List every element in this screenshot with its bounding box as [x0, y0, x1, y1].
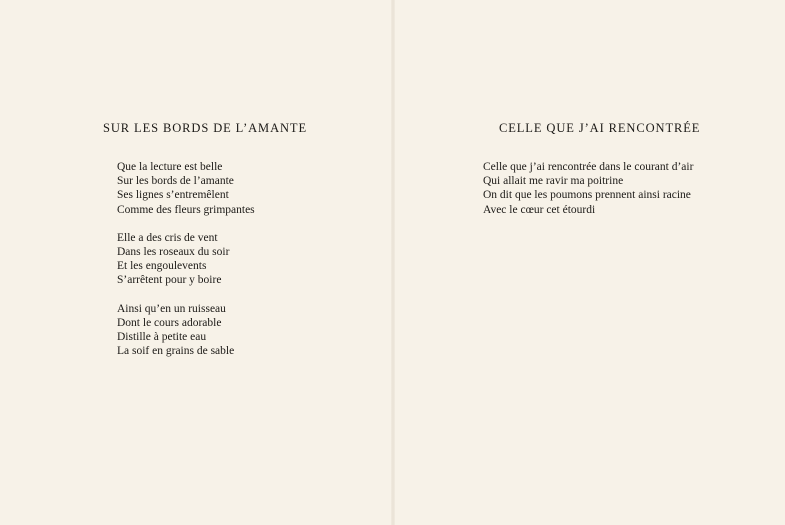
poem-line: Celle que j’ai rencontrée dans le courant d’air [483, 161, 694, 173]
poem-line: Dans les roseaux du soir [117, 246, 230, 259]
poem-line: Qui allait me ravir ma poitrine [483, 175, 624, 188]
stanza [117, 302, 255, 359]
poem-line: S’arrêtent pour y boire [117, 274, 222, 287]
poem-line: Ainsi qu’en un ruisseau [117, 302, 226, 315]
stanza [117, 160, 255, 217]
poem-line: Avec le cœur cet étourdi [483, 203, 596, 216]
poem-line: Distille à petite eau [117, 331, 207, 344]
poem-line: Ses lignes s’entremêlent [117, 189, 229, 202]
stanza [117, 231, 255, 288]
left-poem [117, 160, 255, 372]
poem-line: Que la lecture est belle [117, 161, 223, 173]
poem-line: Sur les bords de l’amante [117, 175, 234, 188]
poem-line: La soif en grains de sable [117, 345, 235, 358]
right-poem [483, 160, 693, 231]
poem-line: Et les engoulevents [117, 260, 207, 273]
poem-line: On dit que les poumons prennent ainsi racine [483, 189, 691, 202]
left-page [0, 0, 392, 525]
right-page [395, 0, 785, 525]
poem-line: Elle a des cris de vent [117, 231, 218, 244]
poem-line: Comme des fleurs grimpantes [117, 203, 255, 216]
left-poem-title: SUR LES BORDS DE L’AMANTE [103, 121, 308, 135]
right-poem-title: CELLE QUE J’AI RENCONTRÉE [499, 121, 701, 135]
poem-line: Dont le cours adorable [117, 316, 222, 329]
stanza [483, 160, 693, 217]
